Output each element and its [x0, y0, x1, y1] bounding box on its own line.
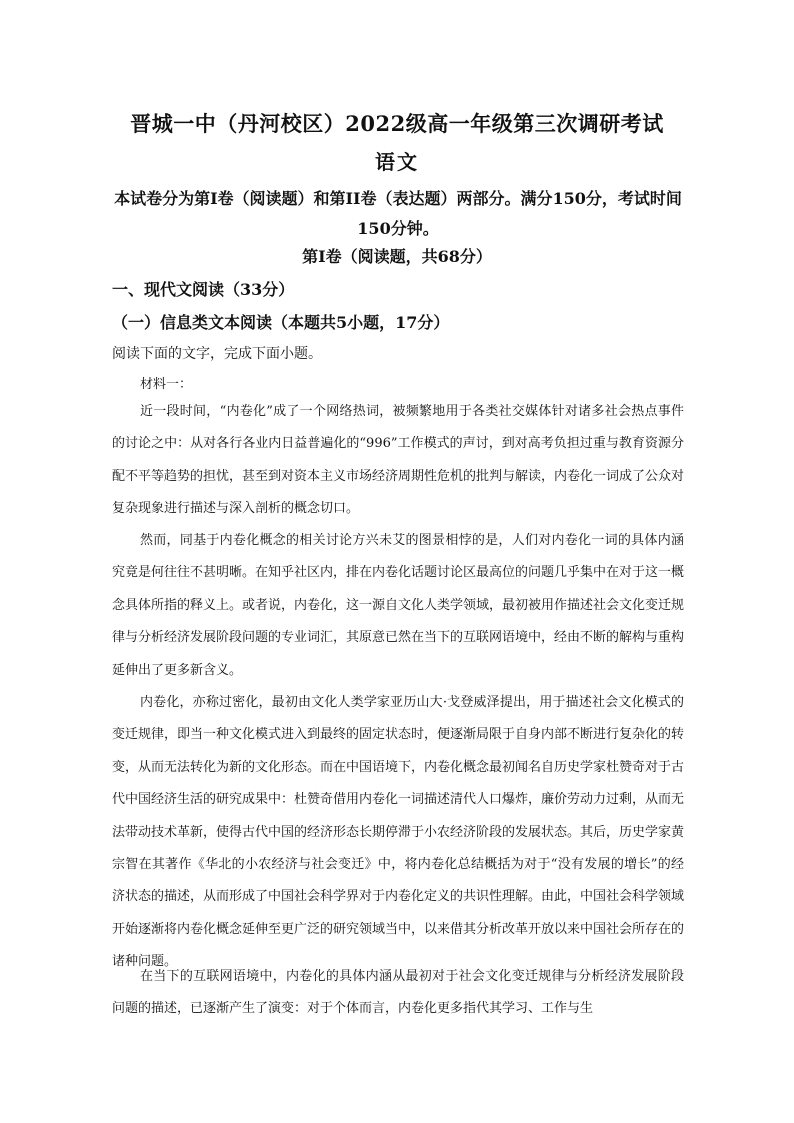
volume-heading: 第I卷（阅读题，共68分） [302, 247, 492, 266]
material-paragraph: 内卷化，亦称过密化，最初由文化人类学家亚历山大·戈登威泽提出，用于描述社会文化模式的变迁规律，即当一种文化模式进入到最终的固定状态时，便逐渐局限于自身内部不断进行复杂化的转变，从而无法转化为新的文化形态。而在中国语境下，内卷化概念最初闻名自历史学家杜赞奇对于古代中国经济生活的研究成果中：杜赞奇借用内卷化一词描述清代人口爆炸，廉价劳动力过剩，从而无法带动技术革新，使得古代中国的经济形态长期停滞于小农经济阶段的发展状态。其后，历史学家黄宗智在其著作《华北的小农经济与社会变迁》中，将内卷化总结概括为对于“没有发展的增长”的经济状态的描述，从而形成了中国社会科学界对于内卷化定义的共识性理解。由此，中国社会科学领域开始逐渐将内卷化概念延伸至更广泛的研究领域当中，以来借其分析改革开放以来中国社会所存在的诸种问题。 [112, 695, 685, 970]
material-paragraph: 近一段时间，“内卷化”成了一个网络热词，被频繁地用于各类社交媒体针对诸多社会热点事件的讨论之中：从对各行各业内日益普遍化的“996”工作模式的声讨，到对高考负担过重与教育资源分配不平等趋势的担忧，甚至到对资本主义市场经济周期性危机的批判与解读，内卷化一词成了公众对复杂现象进行描述与深入剖析的概念切口。 [112, 404, 685, 517]
exam-title: 晋城一中（丹河校区）2022级高一年级第三次调研考试 [130, 111, 664, 136]
material-paragraph: 在当下的互联网语境中，内卷化的具体内涵从最初对于社会文化变迁规律与分析经济发展阶段问题的描述，已逐渐产生了演变：对于个体而言，内卷化更多指代其学习、工作与生 [112, 969, 684, 1017]
subsection-heading: （一）信息类文本阅读（本题共5小题，17分） [112, 313, 450, 332]
exam-notice: 本试卷分为第I卷（阅读题）和第II卷（表达题）两部分。满分150分，考试时间150分钟。 [114, 189, 682, 238]
section-heading: 一、现代文阅读（33分） [112, 280, 295, 299]
material-label: 材料一： [140, 377, 193, 392]
material-paragraph: 然而，同基于内卷化概念的相关讨论方兴未艾的图景相悖的是，人们对内卷化一词的具体内涵究竟是何往往不甚明晰。在知乎社区内，排在内卷化话题讨论区最高位的问题几乎集中在对于这一概念具体所指的释义上。或者说，内卷化，这一源自文化人类学领域，最初被用作描述社会文化变迁规律与分析经济发展阶段问题的专业词汇，其原意已然在当下的互联网语境中，经由不断的解构与重构延伸出了更多新含义。 [112, 533, 685, 678]
reading-instruction: 阅读下面的文字，完成下面小题。 [112, 346, 322, 362]
subject-title: 语文 [375, 150, 419, 174]
